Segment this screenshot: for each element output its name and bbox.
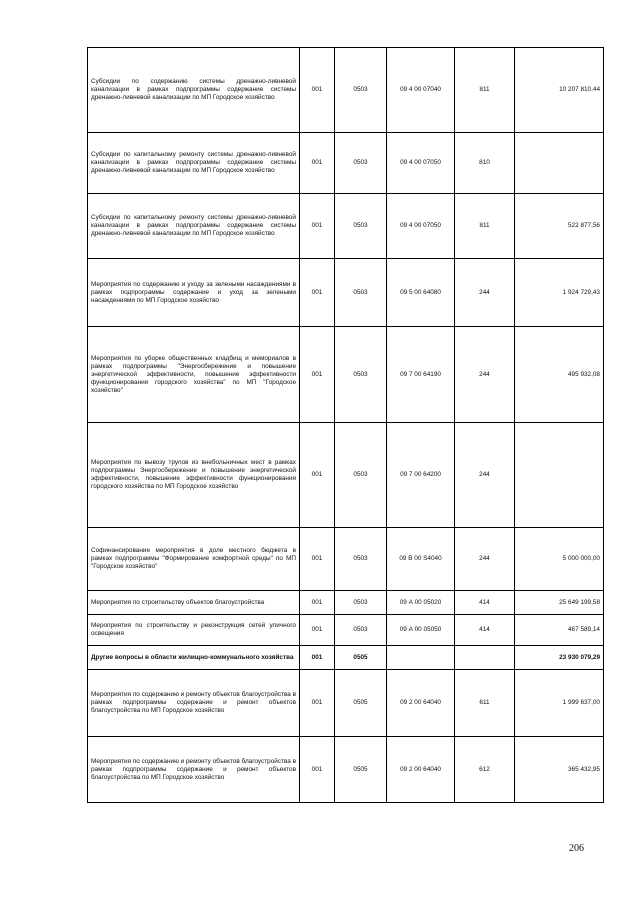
row-grbs: 001 [300, 528, 335, 591]
table-row [88, 327, 604, 423]
row-grbs: 001 [300, 194, 335, 259]
row-amount: 1 924 729,43 [515, 259, 604, 327]
row-target: 09 7 00 64190 [387, 327, 455, 423]
table-row [88, 670, 604, 737]
row-grbs: 001 [300, 327, 335, 423]
table-row [88, 48, 604, 133]
row-grbs: 001 [300, 737, 335, 803]
row-section: 0505 [335, 737, 387, 803]
row-vr: 811 [455, 194, 515, 259]
table-row-section-total [88, 646, 604, 670]
row-target: 09 В 00 S4040 [387, 528, 455, 591]
row-name: Субсидии по капитальному ремонту системы дренажно-ливневой канализации в рамках подпрограммы содержание системы дренажно-ливневой канализации по МП Городское хозяйство [88, 194, 300, 259]
row-target: 09 4 00 07050 [387, 194, 455, 259]
row-target [387, 646, 455, 670]
row-target: 09 5 00 64080 [387, 259, 455, 327]
row-vr: 244 [455, 528, 515, 591]
row-target: 09 4 00 07040 [387, 48, 455, 133]
row-section: 0505 [335, 646, 387, 670]
row-amount: 23 930 079,29 [515, 646, 604, 670]
row-target: 09 7 00 64200 [387, 423, 455, 528]
row-section: 0503 [335, 48, 387, 133]
table-row [88, 615, 604, 646]
row-section: 0503 [335, 423, 387, 528]
table-row [88, 591, 604, 615]
row-grbs: 001 [300, 591, 335, 615]
row-name: Софинансирование мероприятия в доле местного бюджета в рамках подпрограммы "Формирование комфортной среды" по МП "Городское хозяйство" [88, 528, 300, 591]
row-section: 0503 [335, 615, 387, 646]
budget-table [87, 47, 604, 803]
row-amount: 495 932,08 [515, 327, 604, 423]
row-vr: 244 [455, 327, 515, 423]
row-vr: 244 [455, 423, 515, 528]
page-number: 206 [569, 843, 584, 854]
row-section: 0503 [335, 259, 387, 327]
row-name: Субсидии по содержанию системы дренажно-ливневой канализации в рамках подпрограммы содержание системы дренажно-ливневой канализации по МП Городское хозяйство [88, 48, 300, 133]
row-vr: 414 [455, 615, 515, 646]
table-row [88, 194, 604, 259]
row-amount: 5 000 000,00 [515, 528, 604, 591]
row-target: 09 2 00 64040 [387, 670, 455, 737]
row-vr: 611 [455, 670, 515, 737]
table-row [88, 259, 604, 327]
row-grbs: 001 [300, 48, 335, 133]
row-vr: 244 [455, 259, 515, 327]
row-grbs: 001 [300, 646, 335, 670]
row-target: 09 А 00 05050 [387, 615, 455, 646]
row-section: 0503 [335, 133, 387, 194]
row-amount: 522 877,56 [515, 194, 604, 259]
row-grbs: 001 [300, 423, 335, 528]
table-row [88, 133, 604, 194]
row-section: 0505 [335, 670, 387, 737]
row-name: Мероприятия по содержанию и уходу за зелеными насаждениями в рамках подпрограммы содержание и уход за зелеными насаждениями по МП Городское хозяйство [88, 259, 300, 327]
row-name: Субсидии по капитальному ремонту системы дренажно-ливневой канализации в рамках подпрограммы содержание системы дренажно-ливневой канализации по МП Городское хозяйство [88, 133, 300, 194]
row-vr: 811 [455, 48, 515, 133]
row-vr: 414 [455, 591, 515, 615]
row-amount: 10 207 810,44 [515, 48, 604, 133]
row-section: 0503 [335, 528, 387, 591]
row-vr [455, 646, 515, 670]
row-section: 0503 [335, 194, 387, 259]
table-row [88, 423, 604, 528]
row-name: Мероприятия по вывозу трупов из внебольничных мест в рамках подпрограммы Энергосбережение и повышение энергетической эффективности, повышение эффективности функционирования городского хозяйства по МП Городское хозяйство [88, 423, 300, 528]
row-name: Другие вопросы в области жилищно-коммунального хозяйства [88, 646, 300, 670]
row-grbs: 001 [300, 259, 335, 327]
row-name: Мероприятия по строительству объектов благоустройства [88, 591, 300, 615]
row-amount [515, 133, 604, 194]
row-grbs: 001 [300, 670, 335, 737]
table-row [88, 737, 604, 803]
row-target: 09 2 00 64040 [387, 737, 455, 803]
row-name: Мероприятия по содержанию и ремонту объектов благоустройства в рамках подпрограммы содержание и ремонт объектов благоустройства по МП Городское хозяйство [88, 670, 300, 737]
row-target: 09 4 00 07050 [387, 133, 455, 194]
row-grbs: 001 [300, 133, 335, 194]
row-amount: 467 589,14 [515, 615, 604, 646]
row-amount: 365 432,95 [515, 737, 604, 803]
table-row [88, 528, 604, 591]
row-name: Мероприятия по содержанию и ремонту объектов благоустройства в рамках подпрограммы содержание и ремонт объектов благоустройства по МП Городское хозяйство [88, 737, 300, 803]
row-section: 0503 [335, 591, 387, 615]
row-target: 09 А 00 05020 [387, 591, 455, 615]
row-vr: 612 [455, 737, 515, 803]
row-amount: 25 649 199,58 [515, 591, 604, 615]
row-name: Мероприятия по строительству и реконструкция сетей уличного освещения [88, 615, 300, 646]
row-section: 0503 [335, 327, 387, 423]
row-amount [515, 423, 604, 528]
row-vr: 810 [455, 133, 515, 194]
row-grbs: 001 [300, 615, 335, 646]
row-name: Мероприятия по уборке общественных кладбищ и мемориалов в рамках подпрограммы "Энергосбережение и повышение энергетической эффективности, повышение эффективности функционирования городского хозяйства" по МП "Городское хозяйство" [88, 327, 300, 423]
row-amount: 1 999 637,00 [515, 670, 604, 737]
